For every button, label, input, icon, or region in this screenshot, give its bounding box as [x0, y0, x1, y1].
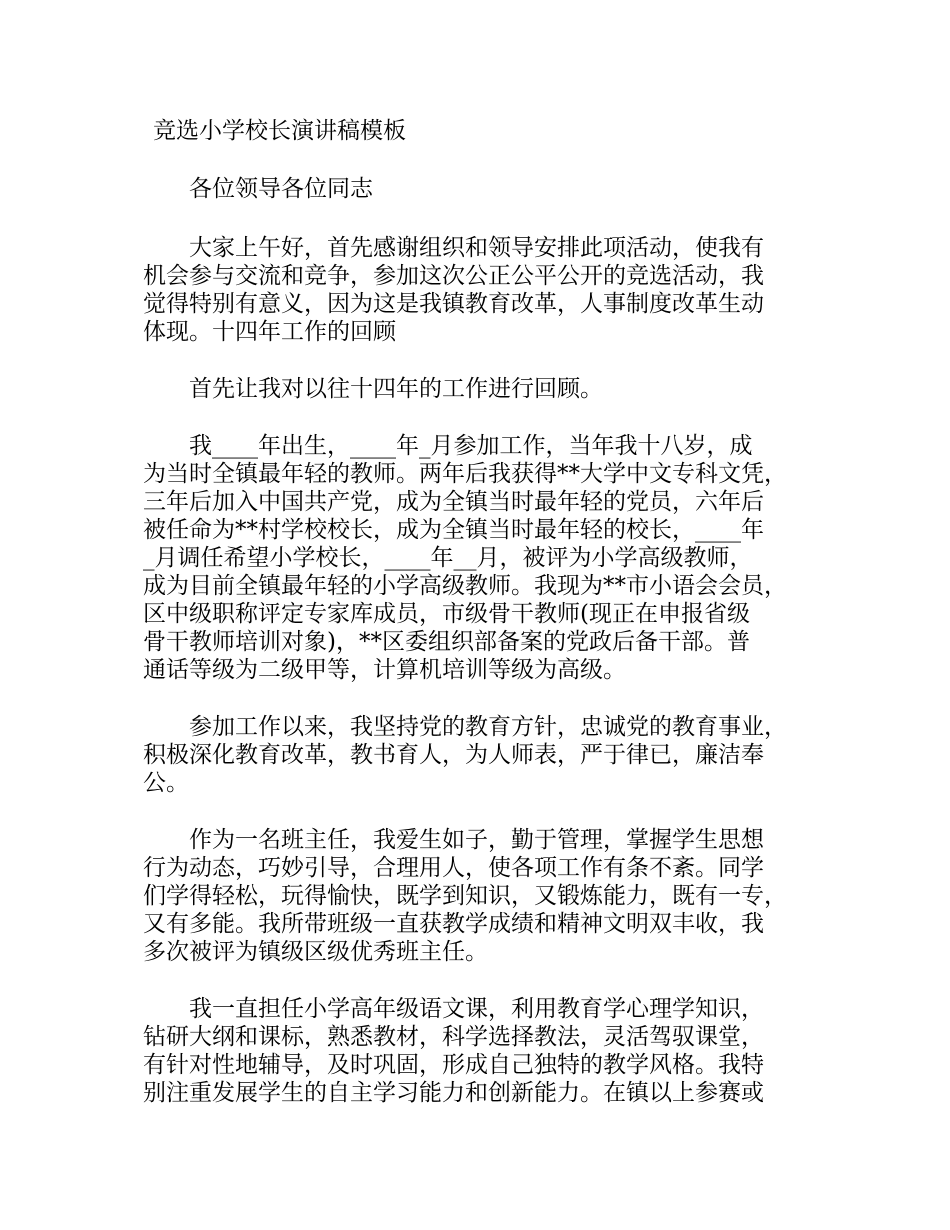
paragraph-line: 参加工作以来，我坚持党的教育方针，忠诚党的教育事业，: [189, 714, 787, 740]
paragraph-line: 被任命为**村学校校长，成为全镇当时最年轻的校长，____年: [143, 517, 764, 543]
class-teacher-paragraph: [143, 826, 833, 966]
paragraph-line: 体现。十四年工作的回顾: [143, 319, 396, 345]
biography-paragraph: [143, 432, 833, 684]
paragraph-line: 觉得特别有意义，因为这是我镇教育改革，人事制度改革生动: [143, 291, 764, 317]
teaching-paragraph: [143, 995, 833, 1107]
paragraph-line: 各位领导各位同志: [189, 176, 373, 202]
greeting-paragraph: [143, 234, 833, 346]
paragraph-line: 通话等级为二级甲等，计算机培训等级为高级。: [143, 657, 626, 683]
paragraph-line: 我一直担任小学高年级语文课，利用教育学心理学知识，: [189, 996, 764, 1022]
paragraph-line: 有针对性地辅导，及时巩固，形成自己独特的教学风格。我特: [143, 1052, 764, 1078]
paragraph-line: 大家上午好，首先感谢组织和领导安排此项活动，使我有: [189, 235, 764, 261]
paragraph-line: 机会参与交流和竞争，参加这次公正公平公开的竞选活动，我: [143, 263, 764, 289]
paragraph-line: 公。: [143, 770, 189, 796]
paragraph-line: 我____年出生，____年_月参加工作，当年我十八岁，成: [189, 433, 753, 459]
paragraph-line: 首先让我对以往十四年的工作进行回顾。: [189, 376, 603, 402]
paragraph-line: 别注重发展学生的自主学习能力和创新能力。在镇以上参赛或: [143, 1080, 764, 1106]
paragraph-line: 为当时全镇最年轻的教师。两年后我获得**大学中文专科文凭，: [143, 461, 787, 487]
document-title: 竞选小学校长演讲稿模板: [153, 118, 406, 144]
paragraph-line: 钻研大纲和课标，熟悉教材，科学选择教法，灵活驾驭课堂，: [143, 1024, 764, 1050]
review-intro-paragraph: [143, 375, 833, 403]
paragraph-line: 三年后加入中国共产党，成为全镇当时最年轻的党员，六年后: [143, 489, 764, 515]
principles-paragraph: [143, 713, 833, 797]
paragraph-line: 多次被评为镇级区级优秀班主任。: [143, 939, 488, 965]
paragraph-line: 作为一名班主任，我爱生如子，勤于管理，掌握学生思想: [189, 827, 764, 853]
paragraph-line: 积极深化教育改革，教书育人，为人师表，严于律已，廉洁奉: [143, 742, 764, 768]
paragraph-line: 骨干教师培训对象)，**区委组织部备案的党政后备干部。普: [143, 629, 750, 655]
paragraph-line: _月调任希望小学校长，____年__月，被评为小学高级教师，: [143, 545, 753, 571]
paragraph-line: 们学得轻松，玩得愉快，既学到知识，又锻炼能力，既有一专，: [143, 883, 787, 909]
paragraph-line: 又有多能。我所带班级一直获教学成绩和精神文明双丰收，我: [143, 911, 764, 937]
paragraph-line: 区中级职称评定专家库成员，市级骨干教师(现正在申报省级: [143, 601, 750, 627]
paragraph-line: 行为动态，巧妙引导，合理用人，使各项工作有条不紊。同学: [143, 855, 764, 881]
paragraph-line: 成为目前全镇最年轻的小学高级教师。我现为**市小语会会员，: [143, 573, 787, 599]
salutation-paragraph: [143, 175, 833, 203]
